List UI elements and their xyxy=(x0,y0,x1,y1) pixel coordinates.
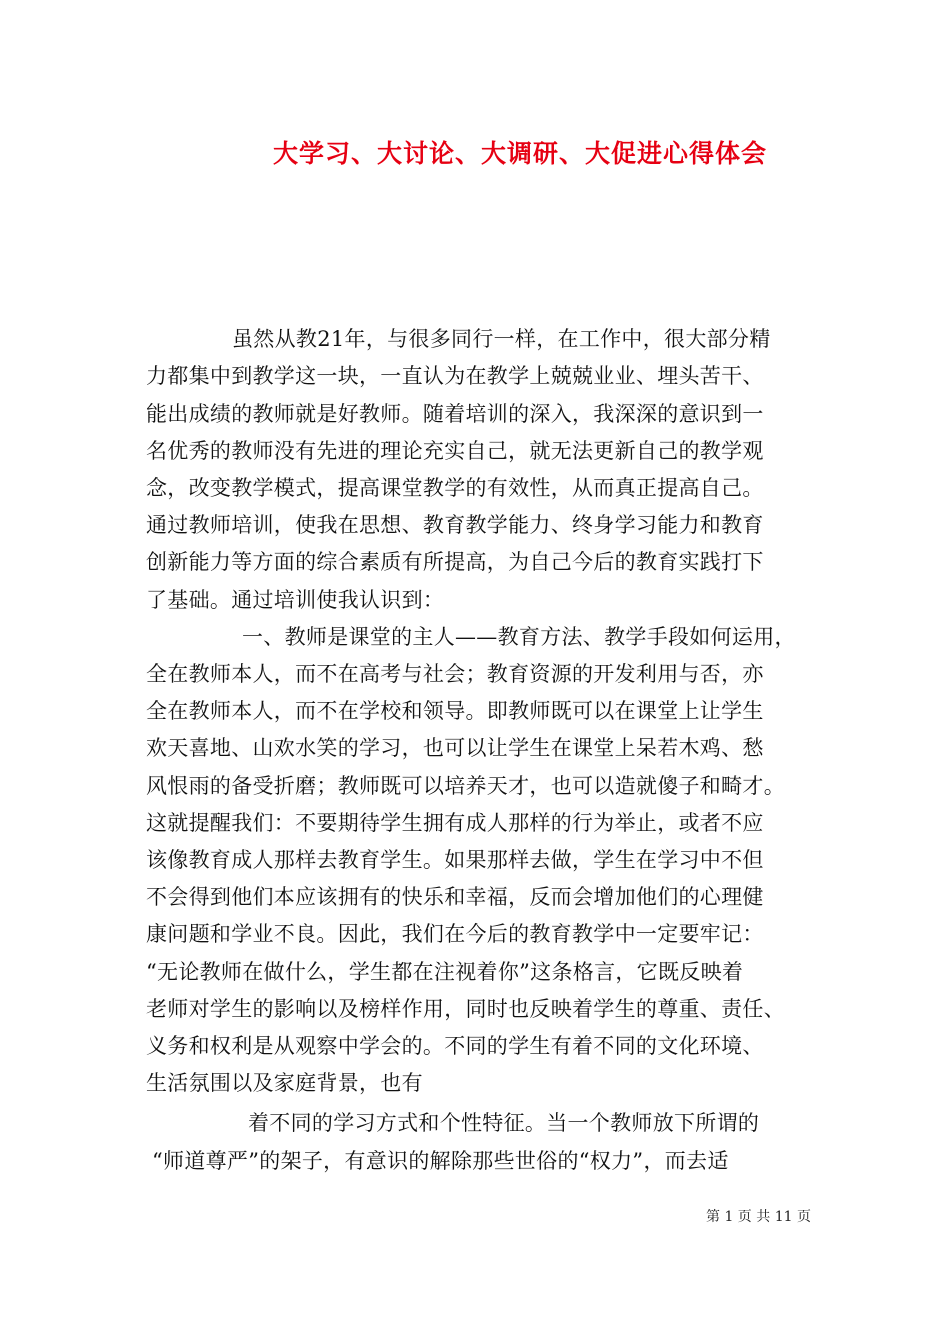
body-line: 不会得到他们本应该拥有的快乐和幸福，反而会增加他们的心理健 xyxy=(146,885,764,909)
body-line: 念，改变教学模式，提高课堂教学的有效性，从而真正提高自己。 xyxy=(146,476,764,500)
body-line: “无论教师在做什么，学生都在注视着你”这条格言，它既反映着 xyxy=(146,960,744,984)
body-line: 通过教师培训，使我在思想、教育教学能力、终身学习能力和教育 xyxy=(146,513,764,537)
body-line: 名优秀的教师没有先进的理论充实自己，就无法更新自己的教学观 xyxy=(146,439,764,463)
body-line: 虽然从教21年，与很多同行一样，在工作中，很大部分精 xyxy=(232,327,771,351)
body-line: 力都集中到教学这一块，一直认为在教学上兢兢业业、埋头苦干、 xyxy=(146,364,764,388)
body-line: 一、教师是课堂的主人——教育方法、教学手段如何运用， xyxy=(242,625,796,649)
body-line: 着不同的学习方式和个性特征。当一个教师放下所谓的 xyxy=(248,1111,760,1135)
body-line: 康问题和学业不良。因此，我们在今后的教育教学中一定要牢记： xyxy=(146,922,764,946)
body-line: 全在教师本人，而不在高考与社会；教育资源的开发利用与否，亦 xyxy=(146,662,764,686)
body-line: 了基础。通过培训使我认识到： xyxy=(146,588,445,612)
page-number: 第 1 页 共 11 页 xyxy=(706,1209,811,1225)
body-line: 该像教育成人那样去教育学生。如果那样去做，学生在学习中不但 xyxy=(146,848,764,872)
document-title: 大学习、大讨论、大调研、大促进心得体会 xyxy=(272,139,767,168)
body-line: 这就提醒我们：不要期待学生拥有成人那样的行为举止，或者不应 xyxy=(146,811,764,835)
body-line: 义务和权利是从观察中学会的。不同的学生有着不同的文化环境、 xyxy=(146,1034,764,1058)
body-line: “师道尊严”的架子，有意识的解除那些世俗的“权力”，而去适 xyxy=(152,1149,729,1173)
body-line: 创新能力等方面的综合素质有所提高，为自己今后的教育实践打下 xyxy=(146,550,764,574)
body-line: 老师对学生的影响以及榜样作用，同时也反映着学生的尊重、责任、 xyxy=(146,997,785,1021)
body-line: 全在教师本人，而不在学校和领导。即教师既可以在课堂上让学生 xyxy=(146,699,764,723)
body-line: 风恨雨的备受折磨；教师既可以培养天才，也可以造就傻子和畸才。 xyxy=(146,774,785,798)
body-line: 欢天喜地、山欢水笑的学习，也可以让学生在课堂上呆若木鸡、愁 xyxy=(146,736,764,760)
body-line: 能出成绩的教师就是好教师。随着培训的深入，我深深的意识到一 xyxy=(146,402,764,426)
body-line: 生活氛围以及家庭背景，也有 xyxy=(146,1071,423,1095)
